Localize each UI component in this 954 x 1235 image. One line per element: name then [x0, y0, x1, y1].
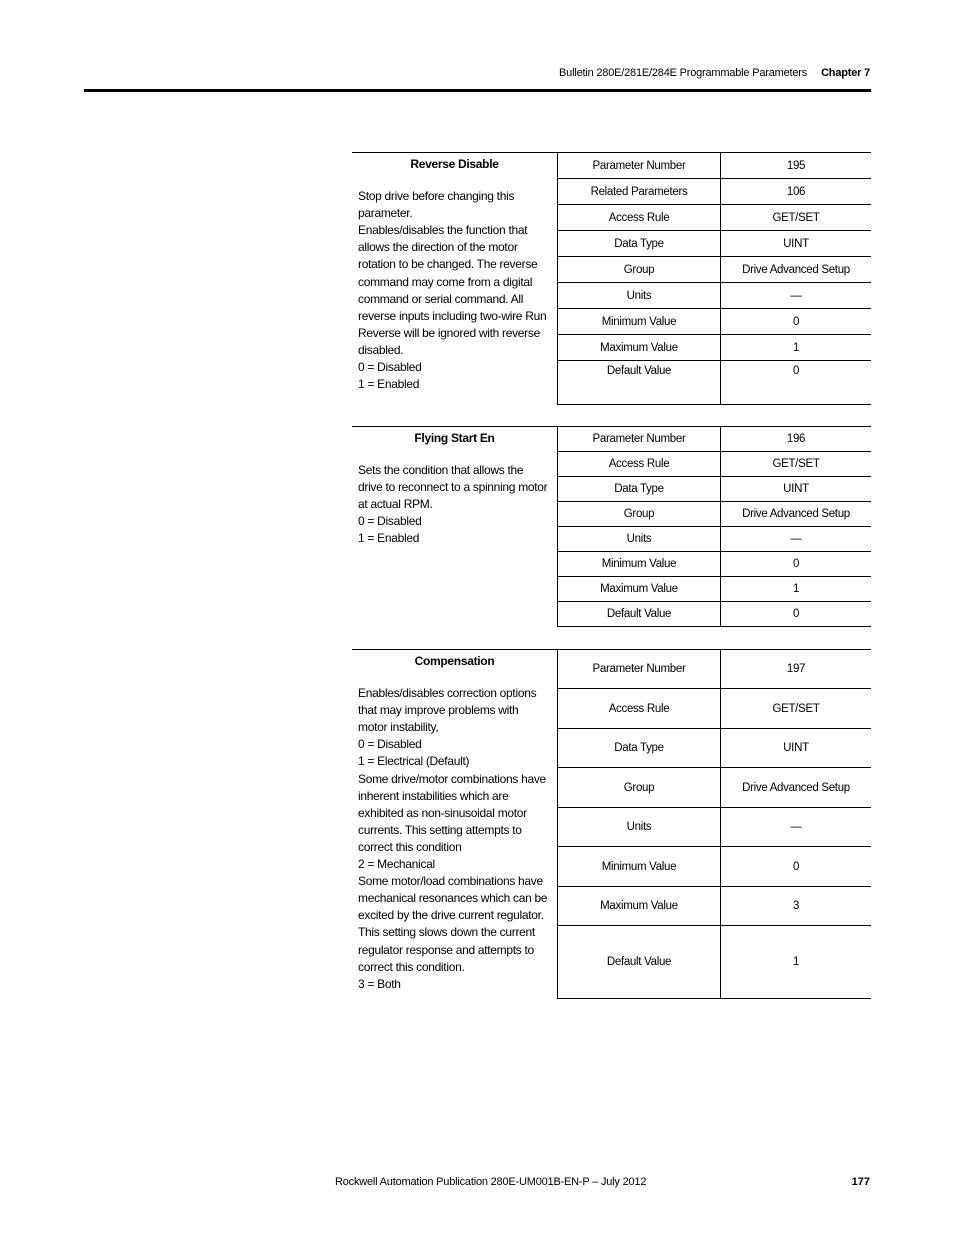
description-line: Enables/disables the function that	[358, 223, 528, 238]
parameter-value: 1	[721, 926, 872, 999]
parameter-label: Minimum Value	[558, 309, 721, 335]
parameter-table-compensation	[352, 649, 871, 999]
parameter-label: Default Value	[558, 926, 721, 999]
header-title: Bulletin 280E/281E/284E Programmable Parameters	[559, 67, 808, 79]
parameter-label: Related Parameters	[558, 179, 721, 205]
parameter-value: 0	[721, 361, 872, 405]
description-line: correct this condition.	[358, 959, 465, 974]
parameter-label: Group	[558, 257, 721, 283]
running-header	[559, 67, 870, 79]
description-line: Enables/disables correction options	[358, 686, 537, 701]
parameter-value: —	[721, 283, 872, 309]
parameter-label: Access Rule	[558, 452, 721, 477]
parameter-label: Data Type	[558, 729, 721, 768]
description-line: currents. This setting attempts to	[358, 822, 522, 837]
parameter-label: Parameter Number	[558, 427, 721, 452]
parameter-label: Units	[558, 808, 721, 847]
description-line: parameter.	[358, 206, 413, 221]
parameter-label: Default Value	[558, 361, 721, 405]
parameter-value: 197	[721, 650, 872, 689]
parameter-table-flying-start-en	[352, 426, 871, 627]
description-line: Some motor/load combinations have	[358, 874, 543, 889]
parameter-value: 3	[721, 887, 872, 926]
parameter-label: Data Type	[558, 477, 721, 502]
description-line: drive to reconnect to a spinning motor	[358, 480, 548, 495]
parameter-label: Group	[558, 768, 721, 808]
description-line: allows the direction of the motor	[358, 240, 518, 255]
description-line: Stop drive before changing this	[358, 189, 515, 204]
parameter-value: 1	[721, 335, 872, 361]
parameter-table-reverse-disable	[352, 152, 871, 405]
parameter-value: Drive Advanced Setup	[721, 502, 872, 527]
parameter-row	[352, 153, 871, 179]
description-line: Sets the condition that allows the	[358, 463, 524, 478]
description-line: excited by the drive current regulator.	[358, 908, 544, 923]
parameter-value: 196	[721, 427, 872, 452]
description-line: This setting slows down the current	[358, 925, 535, 940]
description-line: 0 = Disabled	[358, 360, 422, 375]
description-line: command may come from a digital	[358, 274, 533, 289]
parameter-row	[352, 650, 871, 689]
header-chapter: Chapter 7	[821, 67, 870, 79]
description-line: rotation to be changed. The reverse	[358, 257, 538, 272]
parameter-description	[352, 153, 558, 405]
description-line: inherent instabilities which are	[358, 788, 509, 803]
parameter-value: GET/SET	[721, 689, 872, 729]
parameter-row	[352, 427, 871, 452]
parameter-label: Parameter Number	[558, 650, 721, 689]
parameter-value: UINT	[721, 729, 872, 768]
parameter-description	[352, 650, 558, 999]
parameter-title: Flying Start En	[414, 431, 495, 445]
footer-publication: Rockwell Automation Publication 280E-UM001B-EN-P – July 2012	[335, 1176, 647, 1188]
description-line: command or serial command. All	[358, 291, 524, 306]
description-line: mechanical resonances which can be	[358, 891, 548, 906]
parameter-label: Default Value	[558, 602, 721, 627]
parameter-value: UINT	[721, 477, 872, 502]
parameter-title: Compensation	[414, 654, 495, 668]
parameter-label: Maximum Value	[558, 577, 721, 602]
description-line: 0 = Disabled	[358, 514, 422, 529]
parameter-title: Reverse Disable	[410, 157, 499, 171]
parameter-label: Group	[558, 502, 721, 527]
description-line: that may improve problems with	[358, 703, 519, 718]
description-line: reverse inputs including two-wire Run	[358, 308, 547, 323]
parameter-label: Units	[558, 283, 721, 309]
parameter-label: Parameter Number	[558, 153, 721, 179]
parameter-value: 195	[721, 153, 872, 179]
description-line: at actual RPM.	[358, 497, 433, 512]
parameter-value: 0	[721, 847, 872, 887]
description-line: 0 = Disabled	[358, 737, 422, 752]
header-rule	[84, 89, 871, 92]
description-line: correct this condition	[358, 839, 462, 854]
parameter-label: Access Rule	[558, 205, 721, 231]
description-line: exhibited as non-sinusoidal motor	[358, 805, 527, 820]
description-line: Some drive/motor combinations have	[358, 771, 546, 786]
description-line: 2 = Mechanical	[358, 857, 435, 872]
parameter-value: Drive Advanced Setup	[721, 257, 872, 283]
parameter-value: —	[721, 808, 872, 847]
parameter-label: Access Rule	[558, 689, 721, 729]
parameter-value: 0	[721, 602, 872, 627]
description-line: Reverse will be ignored with reverse	[358, 325, 540, 340]
description-line: 1 = Enabled	[358, 377, 420, 392]
description-line: 1 = Electrical (Default)	[358, 754, 470, 769]
parameter-value: GET/SET	[721, 452, 872, 477]
parameter-value: 1	[721, 577, 872, 602]
parameter-value: Drive Advanced Setup	[721, 768, 872, 808]
parameter-value: 0	[721, 552, 872, 577]
parameter-label: Maximum Value	[558, 887, 721, 926]
parameter-value: 106	[721, 179, 872, 205]
parameter-label: Minimum Value	[558, 847, 721, 887]
page-number: 177	[851, 1176, 870, 1188]
description-line: 1 = Enabled	[358, 531, 420, 546]
parameter-label: Data Type	[558, 231, 721, 257]
parameter-description	[352, 427, 558, 627]
parameter-value: GET/SET	[721, 205, 872, 231]
description-line: regulator response and attempts to	[358, 942, 534, 957]
parameter-label: Maximum Value	[558, 335, 721, 361]
description-line: motor instability,	[358, 720, 439, 735]
parameter-label: Units	[558, 527, 721, 552]
parameter-label: Minimum Value	[558, 552, 721, 577]
parameter-value: 0	[721, 309, 872, 335]
parameter-value: —	[721, 527, 872, 552]
parameter-value: UINT	[721, 231, 872, 257]
description-line: 3 = Both	[358, 976, 401, 991]
description-line: disabled.	[358, 342, 404, 357]
